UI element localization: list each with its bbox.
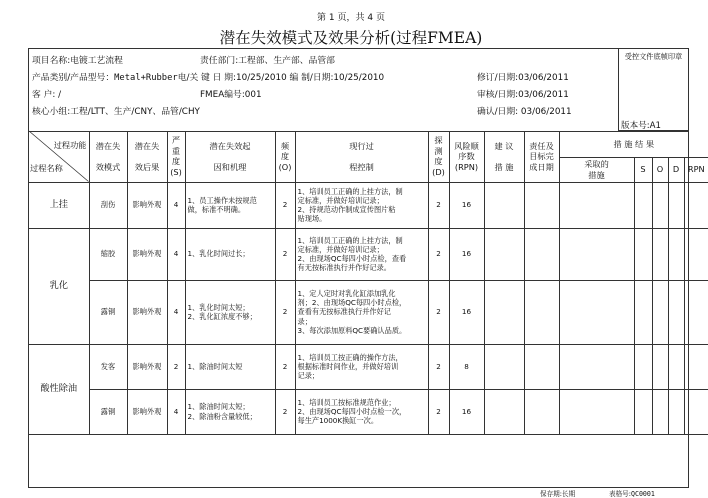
header-failure-mode: 潜在失 效模式 (89, 131, 127, 182)
rpn: 16 (449, 389, 484, 434)
review-date: 审核/日期:03/06/2011 (477, 90, 569, 100)
result-s (634, 280, 652, 344)
failure-cause: 1、员工操作未按规范 做，标准不明确。 (185, 182, 275, 228)
header-rpn-result: RPN (684, 157, 708, 182)
failure-cause: 1、除油时间太短 (185, 344, 275, 389)
suggested-action (484, 344, 524, 389)
result-d (668, 344, 684, 389)
action-taken (559, 182, 634, 228)
action-taken (559, 228, 634, 280)
failure-effect: 影响外观 (127, 228, 167, 280)
failure-mode: 刮伤 (89, 182, 127, 228)
header-process (29, 131, 89, 182)
result-rpn (684, 344, 708, 389)
current-control: 1、培训员工正确的上挂方法，制 定标准，并做好培训记录； 2、由现场QC每四小时点检，查看 有无按标准执行并作好记录。 (295, 228, 428, 280)
table-row (29, 182, 708, 228)
occurrence: 2 (275, 182, 295, 228)
product-type-line (32, 70, 384, 83)
result-o (652, 389, 668, 434)
result-rpn (684, 389, 708, 434)
responsibility (524, 344, 559, 389)
header-action-taken: 采取的 措施 (559, 157, 634, 182)
failure-mode: 露铜 (89, 280, 127, 344)
action-taken (559, 280, 634, 344)
header-action-results: 措 施 结 果 (559, 131, 708, 157)
fmea-table (29, 131, 708, 435)
failure-cause: 1、乳化时间太短； 2、乳化缸浓度不够； (185, 280, 275, 344)
fmea-form (28, 48, 705, 488)
detection: 2 (428, 280, 449, 344)
header-detection: 探 测 度 (D) (428, 131, 449, 182)
header-row-1 (29, 131, 708, 157)
occurrence: 2 (275, 228, 295, 280)
result-s (634, 389, 652, 434)
result-d (668, 280, 684, 344)
table-row (29, 389, 708, 434)
header-cause: 潜在失效起 因和机理 (185, 131, 275, 182)
severity: 2 (167, 344, 185, 389)
header-d: D (668, 157, 684, 182)
failure-cause: 1、乳化时间过长； (185, 228, 275, 280)
header-current-control: 现行过 程控制 (295, 131, 428, 182)
current-control: 1、培训员工正确的上挂方法，制 定标准，并做好培训记录； 2、持规范动作制成宣传图片粘 贴现场。 (295, 182, 428, 228)
current-control: 1、培训员工按标准规范作业； 2、由现场QC每四小时点检一次， 每生产1000K换缸一次。 (295, 389, 428, 434)
result-o (652, 280, 668, 344)
suggested-action (484, 280, 524, 344)
action-taken (559, 389, 634, 434)
result-s (634, 182, 652, 228)
product-type-value: Metal+Rubber (114, 73, 178, 83)
process-name: 乳化 (29, 228, 89, 344)
fmea-number: FMEA编号:001 (200, 90, 262, 100)
page-number: 第 1 页，共 4 页 (317, 13, 385, 23)
severity: 4 (167, 228, 185, 280)
failure-effect: 影响外观 (127, 182, 167, 228)
table-row (29, 280, 708, 344)
result-o (652, 344, 668, 389)
occurrence: 2 (275, 389, 295, 434)
result-d (668, 228, 684, 280)
suggested-action (484, 228, 524, 280)
retention-period: 保存期:长期 (540, 490, 576, 498)
suggested-action (484, 182, 524, 228)
current-control: 1、培训员工按正确的操作方法， 根据标准时间作业，并做好培训 记录； (295, 344, 428, 389)
result-s (634, 228, 652, 280)
action-taken (559, 344, 634, 389)
form-number-label: 表格号: (609, 490, 632, 498)
customer: 客 户: / (32, 90, 62, 100)
responsibility (524, 228, 559, 280)
result-s (634, 344, 652, 389)
responsibility (524, 182, 559, 228)
header-rpn: 风险顺 序数 (RPN) (449, 131, 484, 182)
responsible-dept: 责任部门:工程部、生产部、品管部 (200, 56, 335, 66)
version-number: 版本号:A1 (621, 121, 662, 131)
suggested-action (484, 389, 524, 434)
result-o (652, 228, 668, 280)
header-o: O (652, 157, 668, 182)
process-name: 上挂 (29, 182, 89, 228)
failure-effect: 影响外观 (127, 389, 167, 434)
key-dates: 电/关 键 日 期:10/25/2010 编 制/日期:10/25/2010 (177, 73, 385, 83)
responsibility (524, 280, 559, 344)
severity: 4 (167, 389, 185, 434)
failure-mode: 露铜 (89, 389, 127, 434)
occurrence: 2 (275, 344, 295, 389)
result-d (668, 389, 684, 434)
project-name: 项目名称:电镀工艺流程 (32, 56, 123, 66)
detection: 2 (428, 344, 449, 389)
result-o (652, 182, 668, 228)
result-rpn (684, 280, 708, 344)
failure-mode: 发客 (89, 344, 127, 389)
detection: 2 (428, 228, 449, 280)
form-number-value: QC0001 (631, 490, 655, 498)
product-type-label: 产品类别/产品型号： (32, 73, 115, 83)
table-row (29, 228, 708, 280)
result-rpn (684, 182, 708, 228)
failure-cause: 1、除油时间太短； 2、除油粉含量较低； (185, 389, 275, 434)
header-process-function: 过程功能 (53, 140, 87, 150)
table-row (29, 344, 708, 389)
header-occurrence: 频 度 (O) (275, 131, 295, 182)
occurrence: 2 (275, 280, 295, 344)
revision-date: 修订/日期:03/06/2011 (477, 73, 569, 83)
rpn: 16 (449, 228, 484, 280)
rpn: 16 (449, 280, 484, 344)
failure-effect: 影响外观 (127, 280, 167, 344)
severity: 4 (167, 182, 185, 228)
core-team: 核心小组:工程/LTT、生产/CNY、品管/CHY (32, 107, 200, 117)
stamp-label: 受控文件底帧印章 (624, 52, 683, 61)
rpn: 16 (449, 182, 484, 228)
severity: 4 (167, 280, 185, 344)
detection: 2 (428, 389, 449, 434)
approve-date: 确认/日期: 03/06/2011 (477, 107, 572, 117)
failure-effect: 影响外观 (127, 344, 167, 389)
process-name: 酸性除油 (29, 344, 89, 434)
document-title: 潜在失效模式及效果分析(过程FMEA) (219, 29, 483, 47)
rpn: 8 (449, 344, 484, 389)
current-control: 1、定人定时对乳化缸添加乳化 剂；2、由现场QC每四小时点检， 查看有无按标准执行并作好记 录； 3、每次添加原料QC要确认品质。 (295, 280, 428, 344)
responsibility (524, 389, 559, 434)
header-responsibility: 责任及 目标完 成日期 (524, 131, 559, 182)
header-failure-effect: 潜在失 效后果 (127, 131, 167, 182)
form-number (609, 488, 655, 498)
header-suggested-action: 建 议 措 施 (484, 131, 524, 182)
result-rpn (684, 228, 708, 280)
header-process-name: 过程名称 (30, 163, 63, 173)
header-s: S (634, 157, 652, 182)
header-severity: 严 重 度 (S) (167, 131, 185, 182)
failure-mode: 缩胶 (89, 228, 127, 280)
detection: 2 (428, 182, 449, 228)
result-d (668, 182, 684, 228)
